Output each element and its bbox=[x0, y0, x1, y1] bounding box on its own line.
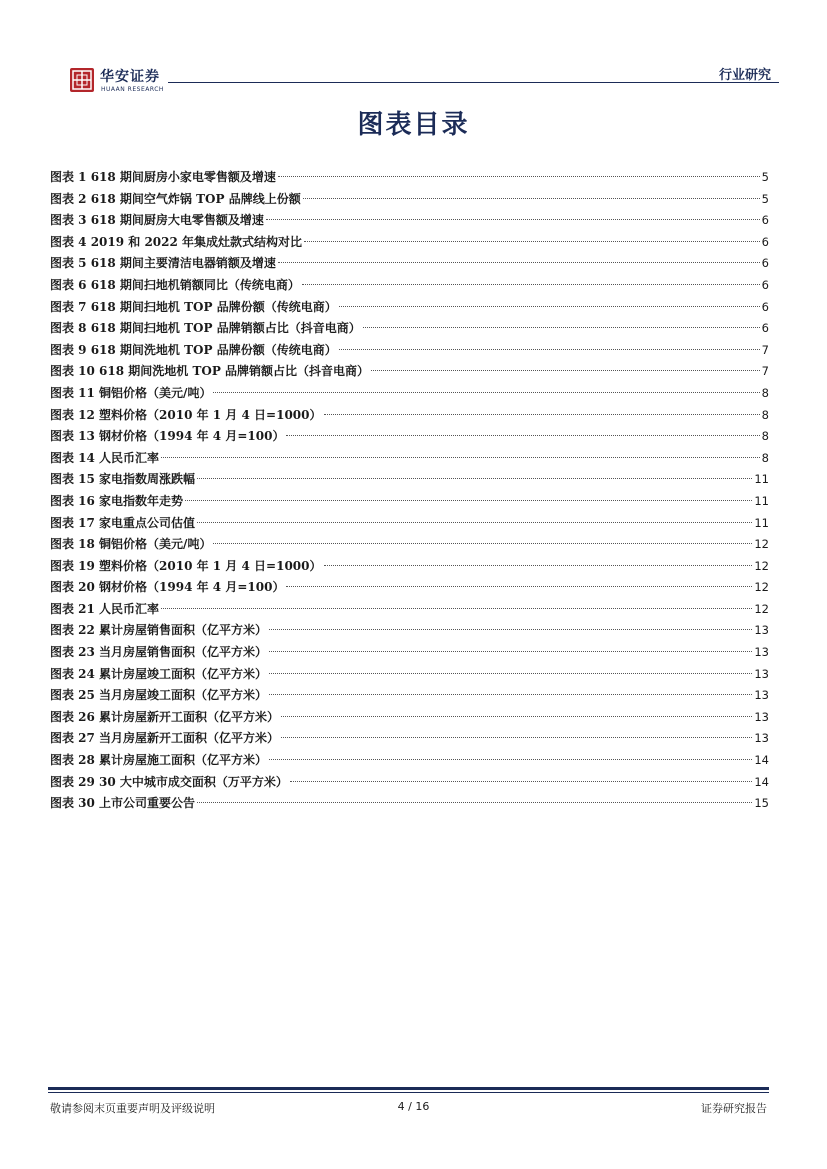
toc-entry[interactable] bbox=[50, 469, 769, 491]
toc-entry-page[interactable]: 6 bbox=[761, 277, 769, 292]
toc-entry[interactable] bbox=[50, 685, 769, 707]
toc-leader-dots bbox=[324, 414, 760, 415]
toc-leader-dots bbox=[269, 759, 752, 760]
toc-entry-title[interactable]: 图表 28 累计房屋施工面积（亿平方米） bbox=[50, 753, 268, 768]
toc-entry[interactable] bbox=[50, 491, 769, 513]
toc-entry[interactable] bbox=[50, 513, 769, 535]
toc-entry[interactable] bbox=[50, 232, 769, 254]
toc-entry-title[interactable]: 图表 4 2019 和 2022 年集成灶款式结构对比 bbox=[50, 234, 303, 249]
toc-leader-dots bbox=[339, 306, 760, 307]
toc-entry-title[interactable]: 图表 20 钢材价格（1994 年 4 月=100） bbox=[50, 580, 285, 595]
toc-entry-page[interactable]: 15 bbox=[754, 796, 769, 811]
toc-leader-dots bbox=[213, 543, 752, 544]
toc-entry-title[interactable]: 图表 7 618 期间扫地机 TOP 品牌份额（传统电商） bbox=[50, 299, 337, 314]
logo-subtext: HUAAN RESEARCH bbox=[101, 86, 164, 93]
toc-entry-title[interactable]: 图表 1 618 期间厨房小家电零售额及增速 bbox=[50, 170, 276, 184]
toc-leader-dots bbox=[269, 651, 752, 652]
toc-entry[interactable] bbox=[50, 361, 769, 383]
toc-entry-title[interactable]: 图表 29 30 大中城市成交面积（万平方米） bbox=[50, 774, 288, 789]
toc-entry-title[interactable]: 图表 21 人民币汇率 bbox=[50, 601, 160, 616]
toc-entry-page[interactable]: 8 bbox=[761, 450, 769, 465]
toc-entry-title[interactable]: 图表 24 累计房屋竣工面积（亿平方米） bbox=[50, 666, 268, 681]
toc-entry[interactable] bbox=[50, 772, 769, 794]
toc-entry-page[interactable]: 12 bbox=[754, 580, 769, 595]
toc-entry-title[interactable]: 图表 14 人民币汇率 bbox=[50, 450, 160, 465]
toc-entry[interactable] bbox=[50, 707, 769, 729]
page-header bbox=[48, 62, 779, 102]
toc-entry-title[interactable]: 图表 16 家电指数年走势 bbox=[50, 493, 184, 508]
toc-entry-title[interactable]: 图表 18 铜铝价格（美元/吨） bbox=[50, 537, 212, 552]
toc-entry-page[interactable]: 13 bbox=[754, 709, 769, 724]
toc-entry-page[interactable]: 8 bbox=[761, 407, 769, 422]
toc-entry[interactable] bbox=[50, 750, 769, 772]
toc-entry[interactable] bbox=[50, 642, 769, 664]
toc-entry[interactable] bbox=[50, 426, 769, 448]
toc-leader-dots bbox=[371, 370, 760, 371]
toc-leader-dots bbox=[290, 781, 752, 782]
footer-divider-thin bbox=[48, 1092, 769, 1093]
toc-entry-page[interactable]: 6 bbox=[761, 256, 769, 271]
toc-entry-page[interactable]: 14 bbox=[754, 774, 769, 789]
toc-entry-title[interactable]: 图表 8 618 期间扫地机 TOP 品牌销额占比（抖音电商） bbox=[50, 321, 361, 336]
toc-leader-dots bbox=[281, 737, 752, 738]
toc-entry-page[interactable]: 11 bbox=[754, 493, 769, 508]
toc-entry-title[interactable]: 图表 2 618 期间空气炸锅 TOP 品牌线上份额 bbox=[50, 191, 301, 206]
toc-entry-title[interactable]: 图表 9 618 期间洗地机 TOP 品牌份额（传统电商） bbox=[50, 342, 337, 357]
toc-entry-page[interactable]: 13 bbox=[754, 645, 769, 660]
toc-entry[interactable] bbox=[50, 556, 769, 578]
toc-entry-page[interactable]: 5 bbox=[761, 170, 769, 184]
toc-entry-title[interactable]: 图表 5 618 期间主要清洁电器销额及增速 bbox=[50, 256, 276, 271]
toc-list bbox=[50, 167, 769, 815]
section-label: 行业研究 bbox=[718, 68, 771, 83]
toc-leader-dots bbox=[197, 522, 752, 523]
toc-leader-dots bbox=[266, 219, 760, 220]
toc-leader-dots bbox=[339, 349, 760, 350]
toc-leader-dots bbox=[213, 392, 759, 393]
toc-leader-dots bbox=[197, 478, 752, 479]
header-divider bbox=[168, 82, 779, 83]
toc-entry[interactable] bbox=[50, 405, 769, 427]
toc-leader-dots bbox=[197, 802, 752, 803]
toc-entry-title[interactable]: 图表 26 累计房屋新开工面积（亿平方米） bbox=[50, 709, 280, 724]
toc-entry-title[interactable]: 图表 12 塑料价格（2010 年 1 月 4 日=1000） bbox=[50, 407, 322, 422]
toc-entry-page[interactable]: 8 bbox=[761, 385, 769, 400]
toc-entry[interactable] bbox=[50, 189, 769, 211]
logo-text: 华安证券 bbox=[100, 69, 160, 85]
toc-leader-dots bbox=[286, 435, 759, 436]
toc-entry-title[interactable]: 图表 22 累计房屋销售面积（亿平方米） bbox=[50, 623, 268, 638]
page-title: 图表目录 bbox=[357, 110, 470, 140]
toc-entry[interactable] bbox=[50, 728, 769, 750]
toc-leader-dots bbox=[161, 608, 752, 609]
toc-entry-title[interactable]: 图表 6 618 期间扫地机销额同比（传统电商） bbox=[50, 277, 300, 292]
toc-entry-page[interactable]: 13 bbox=[754, 666, 769, 681]
toc-leader-dots bbox=[161, 457, 760, 458]
toc-leader-dots bbox=[269, 673, 752, 674]
toc-entry-title[interactable]: 图表 23 当月房屋销售面积（亿平方米） bbox=[50, 645, 268, 660]
toc-entry-title[interactable]: 图表 11 铜铝价格（美元/吨） bbox=[50, 385, 212, 400]
toc-entry-page[interactable]: 6 bbox=[761, 213, 769, 228]
toc-entry-page[interactable]: 12 bbox=[754, 537, 769, 552]
toc-entry[interactable] bbox=[50, 448, 769, 470]
toc-entry-page[interactable]: 12 bbox=[754, 601, 769, 616]
toc-entry-page[interactable]: 14 bbox=[754, 753, 769, 768]
toc-entry[interactable] bbox=[50, 620, 769, 642]
toc-entry[interactable] bbox=[50, 167, 769, 189]
toc-leader-dots bbox=[286, 586, 752, 587]
toc-entry[interactable] bbox=[50, 297, 769, 319]
toc-leader-dots bbox=[278, 262, 760, 263]
toc-leader-dots bbox=[302, 284, 760, 285]
toc-entry[interactable] bbox=[50, 275, 769, 297]
toc-entry-title[interactable]: 图表 19 塑料价格（2010 年 1 月 4 日=1000） bbox=[50, 558, 322, 573]
toc-entry-title[interactable]: 图表 17 家电重点公司估值 bbox=[50, 515, 196, 530]
toc-entry-page[interactable]: 5 bbox=[761, 191, 769, 206]
toc-entry-page[interactable]: 6 bbox=[761, 234, 769, 249]
toc-leader-dots bbox=[278, 176, 760, 177]
toc-entry-title[interactable]: 图表 15 家电指数周涨跌幅 bbox=[50, 472, 196, 487]
toc-entry[interactable] bbox=[50, 210, 769, 232]
toc-leader-dots bbox=[269, 629, 752, 630]
toc-entry-title[interactable]: 图表 30 上市公司重要公告 bbox=[50, 796, 196, 811]
toc-leader-dots bbox=[303, 198, 760, 199]
toc-entry-page[interactable]: 8 bbox=[761, 429, 769, 444]
toc-leader-dots bbox=[185, 500, 752, 501]
toc-entry-page[interactable]: 7 bbox=[761, 342, 769, 357]
toc-entry[interactable] bbox=[50, 318, 769, 340]
toc-entry[interactable] bbox=[50, 793, 769, 815]
toc-entry[interactable] bbox=[50, 577, 769, 599]
toc-entry-title[interactable]: 图表 10 618 期间洗地机 TOP 品牌销额占比（抖音电商） bbox=[50, 364, 370, 379]
toc-entry[interactable] bbox=[50, 253, 769, 275]
toc-entry-page[interactable]: 12 bbox=[754, 558, 769, 573]
toc-entry-page[interactable]: 11 bbox=[754, 472, 769, 487]
toc-entry-title[interactable]: 图表 13 钢材价格（1994 年 4 月=100） bbox=[50, 429, 285, 444]
toc-entry-title[interactable]: 图表 25 当月房屋竣工面积（亿平方米） bbox=[50, 688, 268, 703]
toc-entry[interactable] bbox=[50, 534, 769, 556]
toc-entry-page[interactable]: 7 bbox=[761, 364, 769, 379]
toc-entry-title[interactable]: 图表 27 当月房屋新开工面积（亿平方米） bbox=[50, 731, 280, 746]
toc-leader-dots bbox=[269, 694, 752, 695]
report-type: 证券研究报告 bbox=[701, 1102, 767, 1115]
toc-entry[interactable] bbox=[50, 599, 769, 621]
toc-entry-page[interactable]: 13 bbox=[754, 731, 769, 746]
page-number: 4 / 16 bbox=[397, 1100, 430, 1113]
toc-entry-page[interactable]: 11 bbox=[754, 515, 769, 530]
toc-entry[interactable] bbox=[50, 340, 769, 362]
toc-entry-page[interactable]: 13 bbox=[754, 688, 769, 703]
toc-entry[interactable] bbox=[50, 383, 769, 405]
toc-entry-title[interactable]: 图表 3 618 期间厨房大电零售额及增速 bbox=[50, 213, 264, 228]
toc-leader-dots bbox=[281, 716, 752, 717]
toc-leader-dots bbox=[304, 241, 760, 242]
toc-entry-page[interactable]: 13 bbox=[754, 623, 769, 638]
huaan-logo-icon bbox=[70, 68, 94, 92]
toc-entry[interactable] bbox=[50, 664, 769, 686]
footer-disclaimer: 敬请参阅末页重要声明及评级说明 bbox=[50, 1102, 215, 1115]
footer-divider bbox=[48, 1087, 769, 1090]
toc-entry-page[interactable]: 6 bbox=[761, 299, 769, 314]
toc-entry-page[interactable]: 6 bbox=[761, 321, 769, 336]
toc-leader-dots bbox=[324, 565, 753, 566]
toc-leader-dots bbox=[363, 327, 760, 328]
